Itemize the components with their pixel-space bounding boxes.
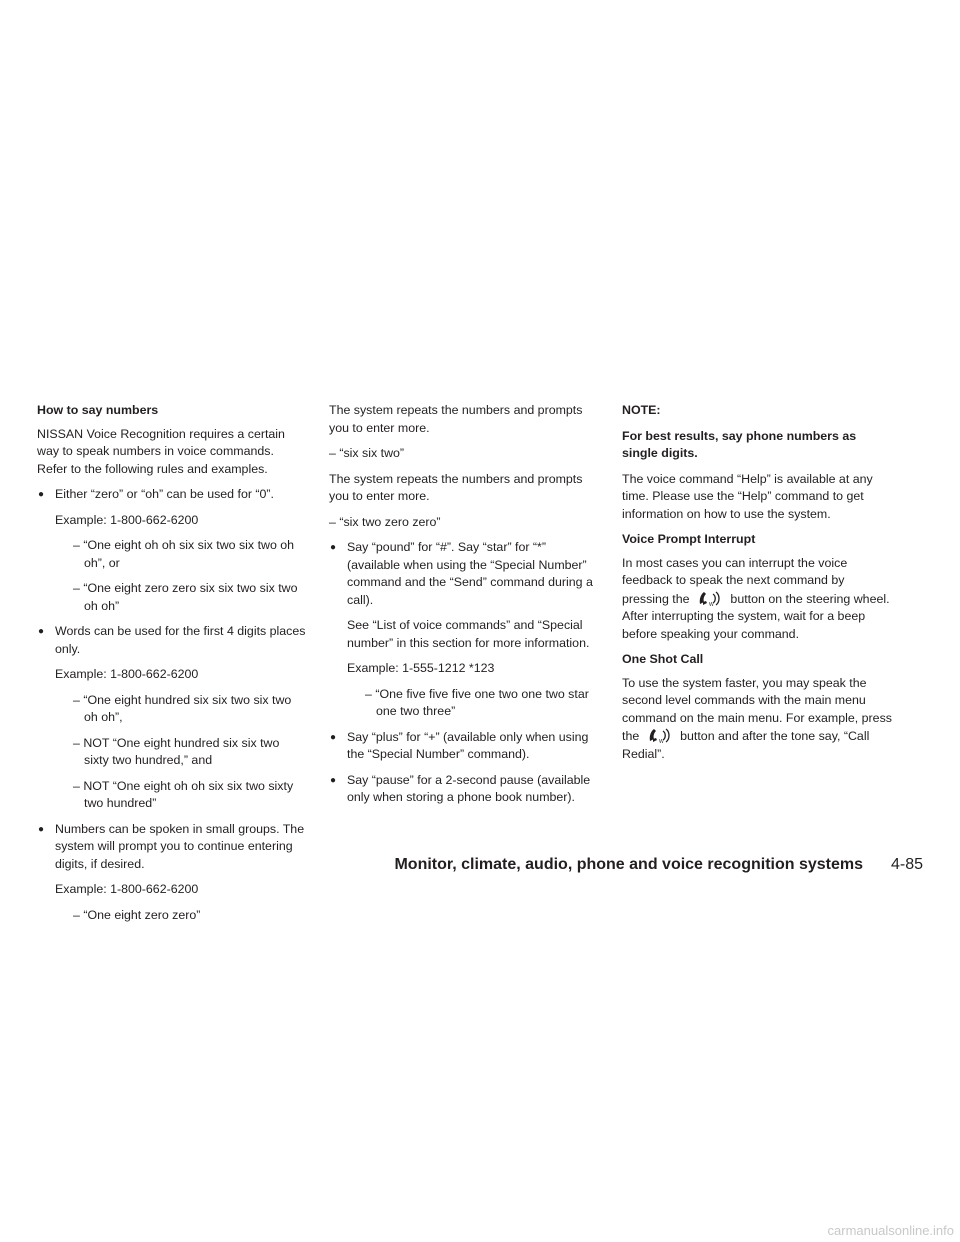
interrupt-text-a: In most cases you can interrupt the voice feedback to speak the next command by pressing the: [622, 555, 848, 606]
section-heading-oneshot: One Shot Call: [622, 652, 704, 666]
section-heading-interrupt: Voice Prompt Interrupt: [622, 532, 756, 546]
svg-text:W: W: [658, 739, 664, 744]
bullet-pause: ● Say “pause” for a 2-second pause (available only when storing a phone book number).: [329, 772, 599, 807]
interrupt-paragraph: [622, 555, 892, 644]
example-dash: – NOT “One eight oh oh six six two sixty two hundred”: [73, 778, 294, 810]
help-paragraph: The voice command “Help” is available at any time. Please use the “Help” command to get information on how to use the system.: [622, 471, 873, 521]
oneshot-text-b: button and after the tone say, “Call Redial”.: [622, 729, 870, 761]
example-text: Example: 1-800-662-6200: [55, 512, 199, 527]
see-reference: See “List of voice commands” and “Special number” in this section for more information.: [347, 618, 590, 650]
example-dash: – “One five five five one two one two star one two three”: [365, 686, 589, 718]
phone-voice-button-icon: [697, 590, 723, 607]
intro-paragraph: NISSAN Voice Recognition requires a certain way to speak numbers in voice commands. Refer to the following rules and examples.: [37, 426, 285, 476]
example-dash: – “six six two”: [329, 446, 405, 460]
section-heading-numbers: How to say numbers: [37, 403, 159, 417]
bullet-zero-oh: ● Either “zero” or “oh” can be used for “0”.: [37, 486, 307, 504]
example-dash: – “six two zero zero”: [329, 514, 441, 529]
footer-chapter-title: Monitor, climate, audio, phone and voice recognition systems: [394, 856, 863, 873]
watermark: carmanualsonline.info: [827, 1223, 954, 1238]
note-text: For best results, say phone numbers as single digits.: [622, 428, 857, 460]
bullet-small-groups: ● Numbers can be spoken in small groups. The system will prompt you to continue entering digits, if desired.: [37, 821, 307, 874]
svg-text:W: W: [708, 601, 714, 607]
page-number: 4-85: [890, 856, 923, 873]
bullet-pound-star: ● Say “pound” for “#”. Say “star” for “*” (available when using the “Special Number” command and the “Send” command during a call).: [329, 539, 599, 609]
interrupt-text-b: button on the steering wheel. After interrupting the system, wait for a beep before speaking your command.: [622, 591, 890, 641]
bullet-plus: ● Say “plus” for “+” (available only when using the “Special Number” command).: [329, 729, 599, 764]
example-dash: – NOT “One eight hundred six six two sixty two hundred,” and: [73, 735, 280, 767]
bullet-words-digits: ● Words can be used for the first 4 digits places only.: [37, 623, 307, 658]
example-text: Example: 1-800-662-6200: [55, 667, 199, 681]
example-dash: – “One eight zero zero six six two six two oh oh”: [73, 581, 298, 613]
example-dash: – “One eight oh oh six six two six two oh oh”, or: [73, 538, 295, 570]
example-text: Example: 1-555-1212 *123: [347, 661, 495, 675]
column-1: [37, 402, 307, 932]
paragraph: The system repeats the numbers and prompts you to enter more.: [329, 403, 583, 435]
column-2: [329, 402, 599, 815]
column-3: [622, 402, 892, 771]
phone-voice-button-icon: [647, 727, 673, 744]
oneshot-text-a: To use the system faster, you may speak the second level commands with the main menu command on the main menu. For example, press the: [622, 675, 892, 743]
example-dash: – “One eight zero zero”: [73, 907, 201, 922]
oneshot-paragraph: [622, 675, 892, 764]
example-text: Example: 1-800-662-6200: [55, 882, 199, 896]
paragraph: The system repeats the numbers and prompts you to enter more.: [329, 471, 583, 503]
note-label: NOTE:: [622, 403, 661, 417]
example-dash: – “One eight hundred six six two six two oh oh”,: [73, 692, 292, 724]
